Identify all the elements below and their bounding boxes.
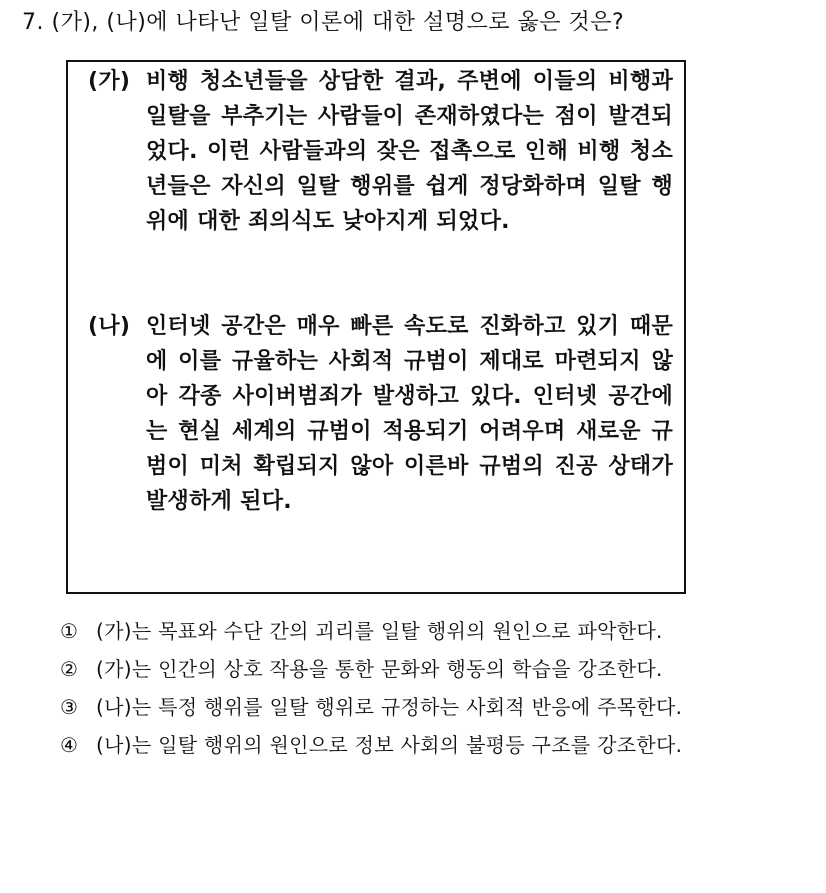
answer-choice-2[interactable]	[60, 654, 772, 684]
passage-na-text: 인터넷 공간은 매우 빠른 속도로 진화하고 있기 때문에 이를 규율하는 사회적 규범이 제대로 마련되지 않아 각종 사이버범죄가 발생하고 있다. 인터넷 공간에는 현실 세계의 규범이 적용되기 어려우며 새로운 규범이 미처 확립되지 않아 이른바 규범의 진공 상태가 발생하게 된다.	[146, 314, 673, 514]
choice-4-text: (나)는 일탈 행위의 원인으로 정보 사회의 불평등 구조를 강조한다.	[96, 733, 683, 757]
choice-4-number: ④	[60, 733, 79, 757]
choice-3-text: (나)는 특정 행위를 일탈 행위로 규정하는 사회적 반응에 주목한다.	[96, 695, 683, 719]
passage-ga	[88, 64, 673, 239]
answer-choices	[60, 616, 772, 768]
passage-box	[66, 60, 686, 594]
passage-ga-marker: (가)	[88, 69, 131, 94]
passage-na-marker: (나)	[88, 314, 131, 339]
choice-1-text: (가)는 목표와 수단 간의 괴리를 일탈 행위의 원인으로 파악한다.	[96, 619, 663, 643]
passage-ga-text: 비행 청소년들을 상담한 결과, 주변에 이들의 비행과 일탈을 부추기는 사람들이 존재하였다는 점이 발견되었다. 이런 사람들과의 잦은 접촉으로 인해 비행 청소년들은 자신의 일탈 행위를 쉽게 정당화하며 일탈 행위에 대한 죄의식도 낮아지게 되었다.	[146, 69, 673, 234]
choice-2-number: ②	[60, 657, 79, 681]
answer-choice-1[interactable]	[60, 616, 772, 646]
answer-choice-4[interactable]	[60, 730, 772, 760]
question-stem: 7. (가), (나)에 나타난 일탈 이론에 대한 설명으로 옳은 것은?	[22, 10, 625, 35]
choice-2-text: (가)는 인간의 상호 작용을 통한 문화와 행동의 학습을 강조한다.	[96, 657, 663, 681]
passage-na	[88, 309, 673, 519]
choice-3-number: ③	[60, 695, 79, 719]
choice-1-number: ①	[60, 619, 79, 643]
answer-choice-3[interactable]	[60, 692, 772, 722]
